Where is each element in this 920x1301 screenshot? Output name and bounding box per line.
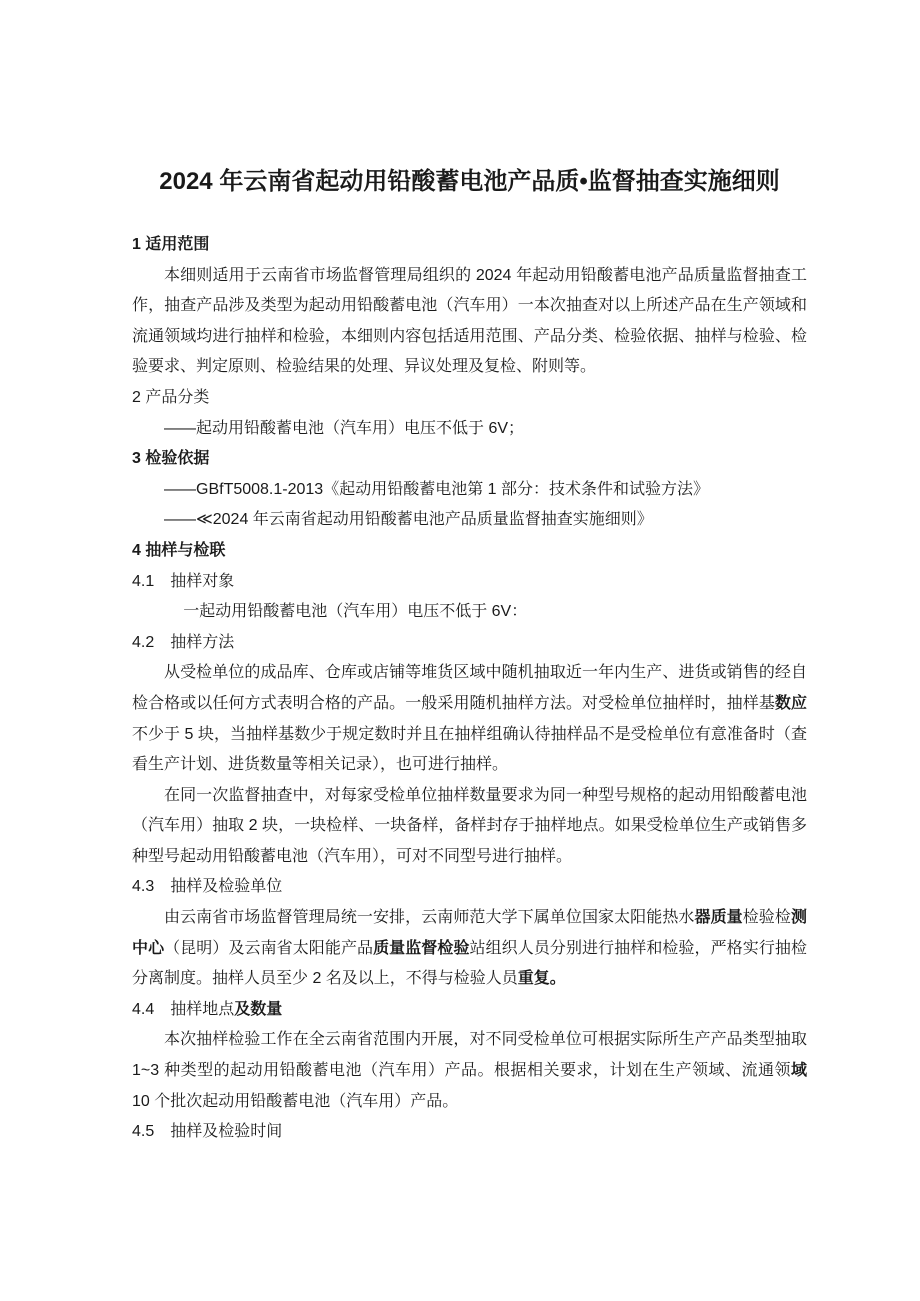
heading-4-4-location-quantity: 4.4 抽样地点及数量 [132, 1000, 283, 1018]
item-product-type: ——起动用铅酸蓄电池（汽车用）电压不低于 6V； [164, 419, 525, 437]
para-scope-intro: 本细则适用于云南省市场监督管理局组织的 2024 年起动用铅酸蓄电池产品质量监督抽查工作，抽查产品涉及类型为起动用铅酸蓄电池（汽车用）一本次抽查对以上所述产品在生产领域和流通领域均进行抽样和检验，本细则内容包括适用范围、产品分类、检验依据、抽样与检验、检验要求、判定原则、检验结果的处理、异议处理及复检、附则等。 [132, 266, 807, 376]
heading-4-5-sampling-time: 4.5 抽样及检验时间 [132, 1123, 283, 1141]
heading-1-applicable-scope: 1 适用范围 [132, 236, 210, 253]
para-sampling-method-1: 从受检单位的成品库、仓库或店铺等堆货区域中随机抽取近一年内生产、进货或销售的经自检合格或以任何方式表明合格的产品。一般采用随机抽样方法。对受检单位抽样时，抽样基数应不少于 5 块，当抽样基数少于规定数时并且在抽样组确认待抽样品不是受检单位有意准备时（查看生产计划、进货数量等相关记录），也可进行抽样。 [132, 664, 807, 774]
para-location-quantity: 本次抽样检验工作在全云南省范围内开展，对不同受检单位可根据实际所生产产品类型抽取 1~3 种类型的起动用铅酸蓄电池（汽车用）产品。根据相关要求，计划在生产领域、流通领域 10 个批次起动用铅酸蓄电池（汽车用）产品。 [132, 1031, 807, 1110]
item-standard-2024-rules: ——≪2024 年云南省起动用铅酸蓄电池产品质量监督抽查实施细则》 [164, 511, 653, 529]
item-standard-gbt5008: ——GBfT5008.1-2013《起动用铅酸蓄电池第 1 部分：技术条件和试验方法》 [164, 480, 709, 498]
heading-2-product-classification: 2 产品分类 [132, 388, 210, 406]
heading-4-3-sampling-unit: 4.3 抽样及检验单位 [132, 878, 283, 896]
heading-4-2-sampling-method: 4.2 抽样方法 [132, 633, 235, 651]
heading-4-sampling-and-inspection: 4 抽样与检联 [132, 541, 226, 559]
page-title: 2024 年云南省起动用铅酸蓄电池产品质•监督抽查实施细则 [159, 168, 780, 195]
heading-3-inspection-basis: 3 检验依据 [132, 450, 210, 468]
item-sampling-object: 一起动用铅酸蓄电池（汽车用）电压不低于 6V： [183, 603, 528, 621]
para-sampling-method-2: 在同一次监督抽查中，对每家受检单位抽样数量要求为同一种型号规格的起动用铅酸蓄电池（汽车用）抽取 2 块，一块检样、一块备样，备样封存于抽样地点。如果受检单位生产或销售多种型号起动用铅酸蓄电池（汽车用），可对不同型号进行抽样。 [132, 786, 807, 865]
para-sampling-unit: 由云南省市场监督管理局统一安排，云南师范大学下属单位国家太阳能热水器质量检验检测中心（昆明）及云南省太阳能产品质量监督检验站组织人员分别进行抽样和检验，严格实行抽检分离制度。抽样人员至少 2 名及以上，不得与检验人员重复。 [132, 909, 807, 988]
heading-4-1-sampling-object: 4.1 抽样对象 [132, 572, 235, 590]
